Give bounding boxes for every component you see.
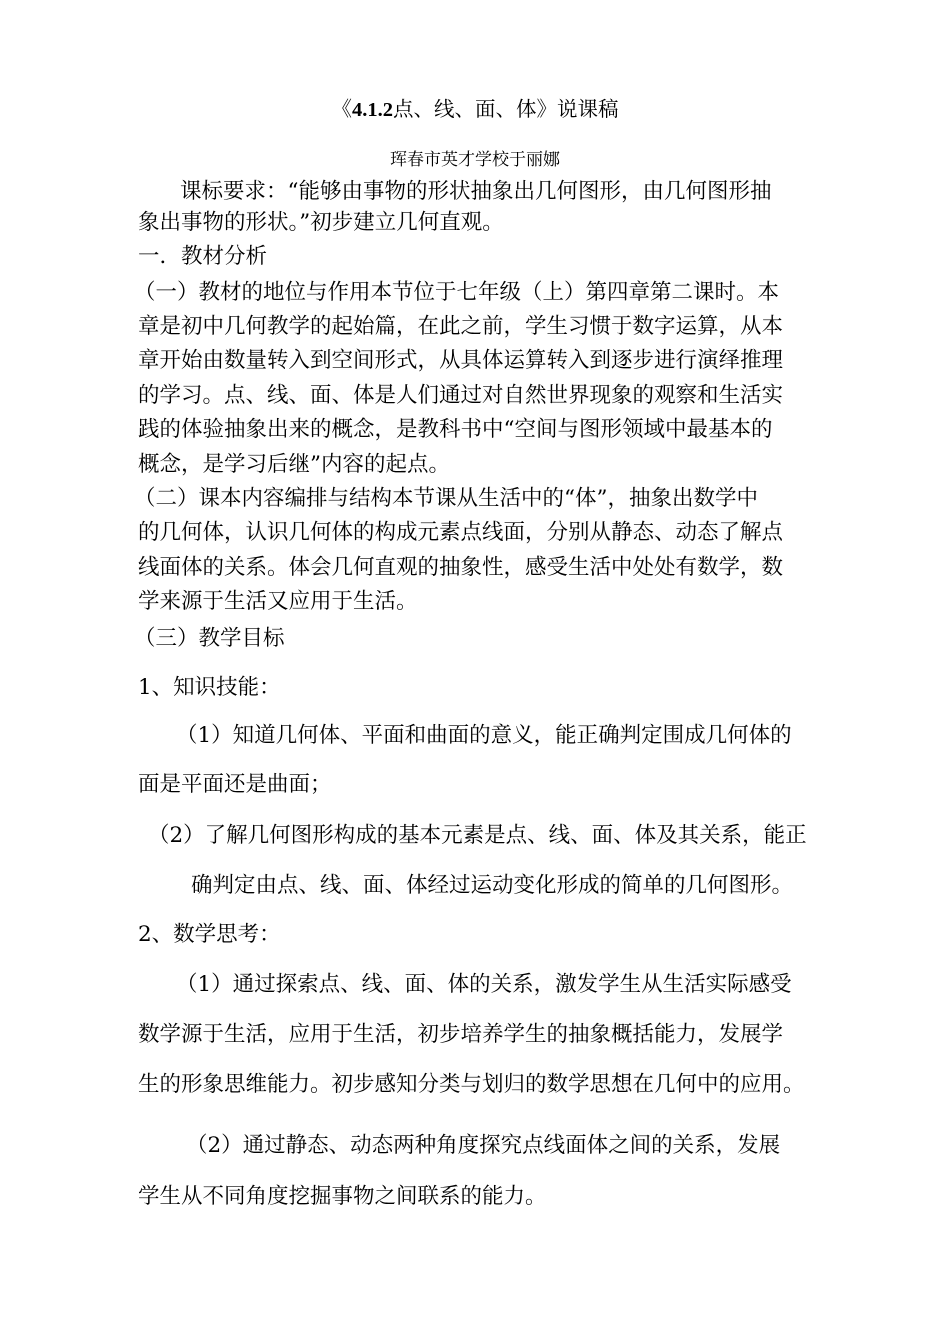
- list-heading: 1、知识技能：: [138, 675, 281, 700]
- subsection-heading: （三）教学目标: [134, 626, 285, 651]
- paragraph-line: 课标要求：“能够由事物的形状抽象出几何图形，由几何图形抽: [180, 179, 772, 204]
- paragraph-line: 的学习。点、线、面、体是人们通过对自然世界现象的观察和生活实: [138, 383, 784, 408]
- paragraph-line: 章是初中几何教学的起始篇，在此之前，学生习惯于数字运算，从本: [138, 314, 784, 339]
- list-item-line: （1）知道几何体、平面和曲面的意义，能正确判定围成几何体的: [176, 723, 792, 748]
- title-text: 点、线、面、体》说课稿: [393, 97, 619, 121]
- paragraph-line: 象出事物的形状。”初步建立几何直观。: [138, 210, 504, 235]
- paragraph-line: 章开始由数量转入到空间形式，从具体运算转入到逐步进行演绎推理: [138, 348, 784, 373]
- title-open-bracket: 《: [331, 97, 352, 121]
- paragraph-line: （一）教材的地位与作用本节位于七年级（上）第四章第二课时。本: [134, 280, 780, 305]
- list-item-line: （1）通过探索点、线、面、体的关系，激发学生从生活实际感受: [176, 972, 792, 997]
- list-heading: 2、数学思考：: [138, 922, 281, 947]
- document-title: [0, 94, 950, 125]
- list-item-line: （2）通过静态、动态两种角度探究点线面体之间的关系，发展: [186, 1133, 781, 1158]
- document-author: 珲春市英才学校于丽娜: [390, 150, 560, 170]
- paragraph-line: 的几何体，认识几何体的构成元素点线面，分别从静态、动态了解点: [138, 520, 784, 545]
- list-item-line: （2）了解几何图形构成的基本元素是点、线、面、体及其关系，能正: [148, 823, 807, 848]
- list-item-line: 数学源于生活，应用于生活，初步培养学生的抽象概括能力，发展学: [138, 1022, 784, 1047]
- paragraph-line: 线面体的关系。体会几何直观的抽象性，感受生活中处处有数学，数: [138, 555, 784, 580]
- list-item-line: 确判定由点、线、面、体经过运动变化形成的简单的几何图形。: [191, 873, 794, 898]
- paragraph-line: 践的体验抽象出来的概念，是教科书中“空间与图形领域中最基本的: [138, 417, 773, 442]
- paragraph-line: 概念，是学习后继”内容的起点。: [138, 452, 450, 477]
- paragraph-line: （二）课本内容编排与结构本节课从生活中的“体”，抽象出数学中: [134, 486, 758, 511]
- section-heading: 一．教材分析: [138, 244, 268, 269]
- paragraph-line: 学来源于生活又应用于生活。: [138, 589, 418, 614]
- title-section-number: 4.1.2: [352, 99, 393, 121]
- list-item-line: 面是平面还是曲面；: [138, 772, 332, 797]
- list-item-line: 学生从不同角度挖掘事物之间联系的能力。: [138, 1184, 547, 1209]
- list-item-line: 生的形象思维能力。初步感知分类与划归的数学思想在几何中的应用。: [138, 1072, 805, 1097]
